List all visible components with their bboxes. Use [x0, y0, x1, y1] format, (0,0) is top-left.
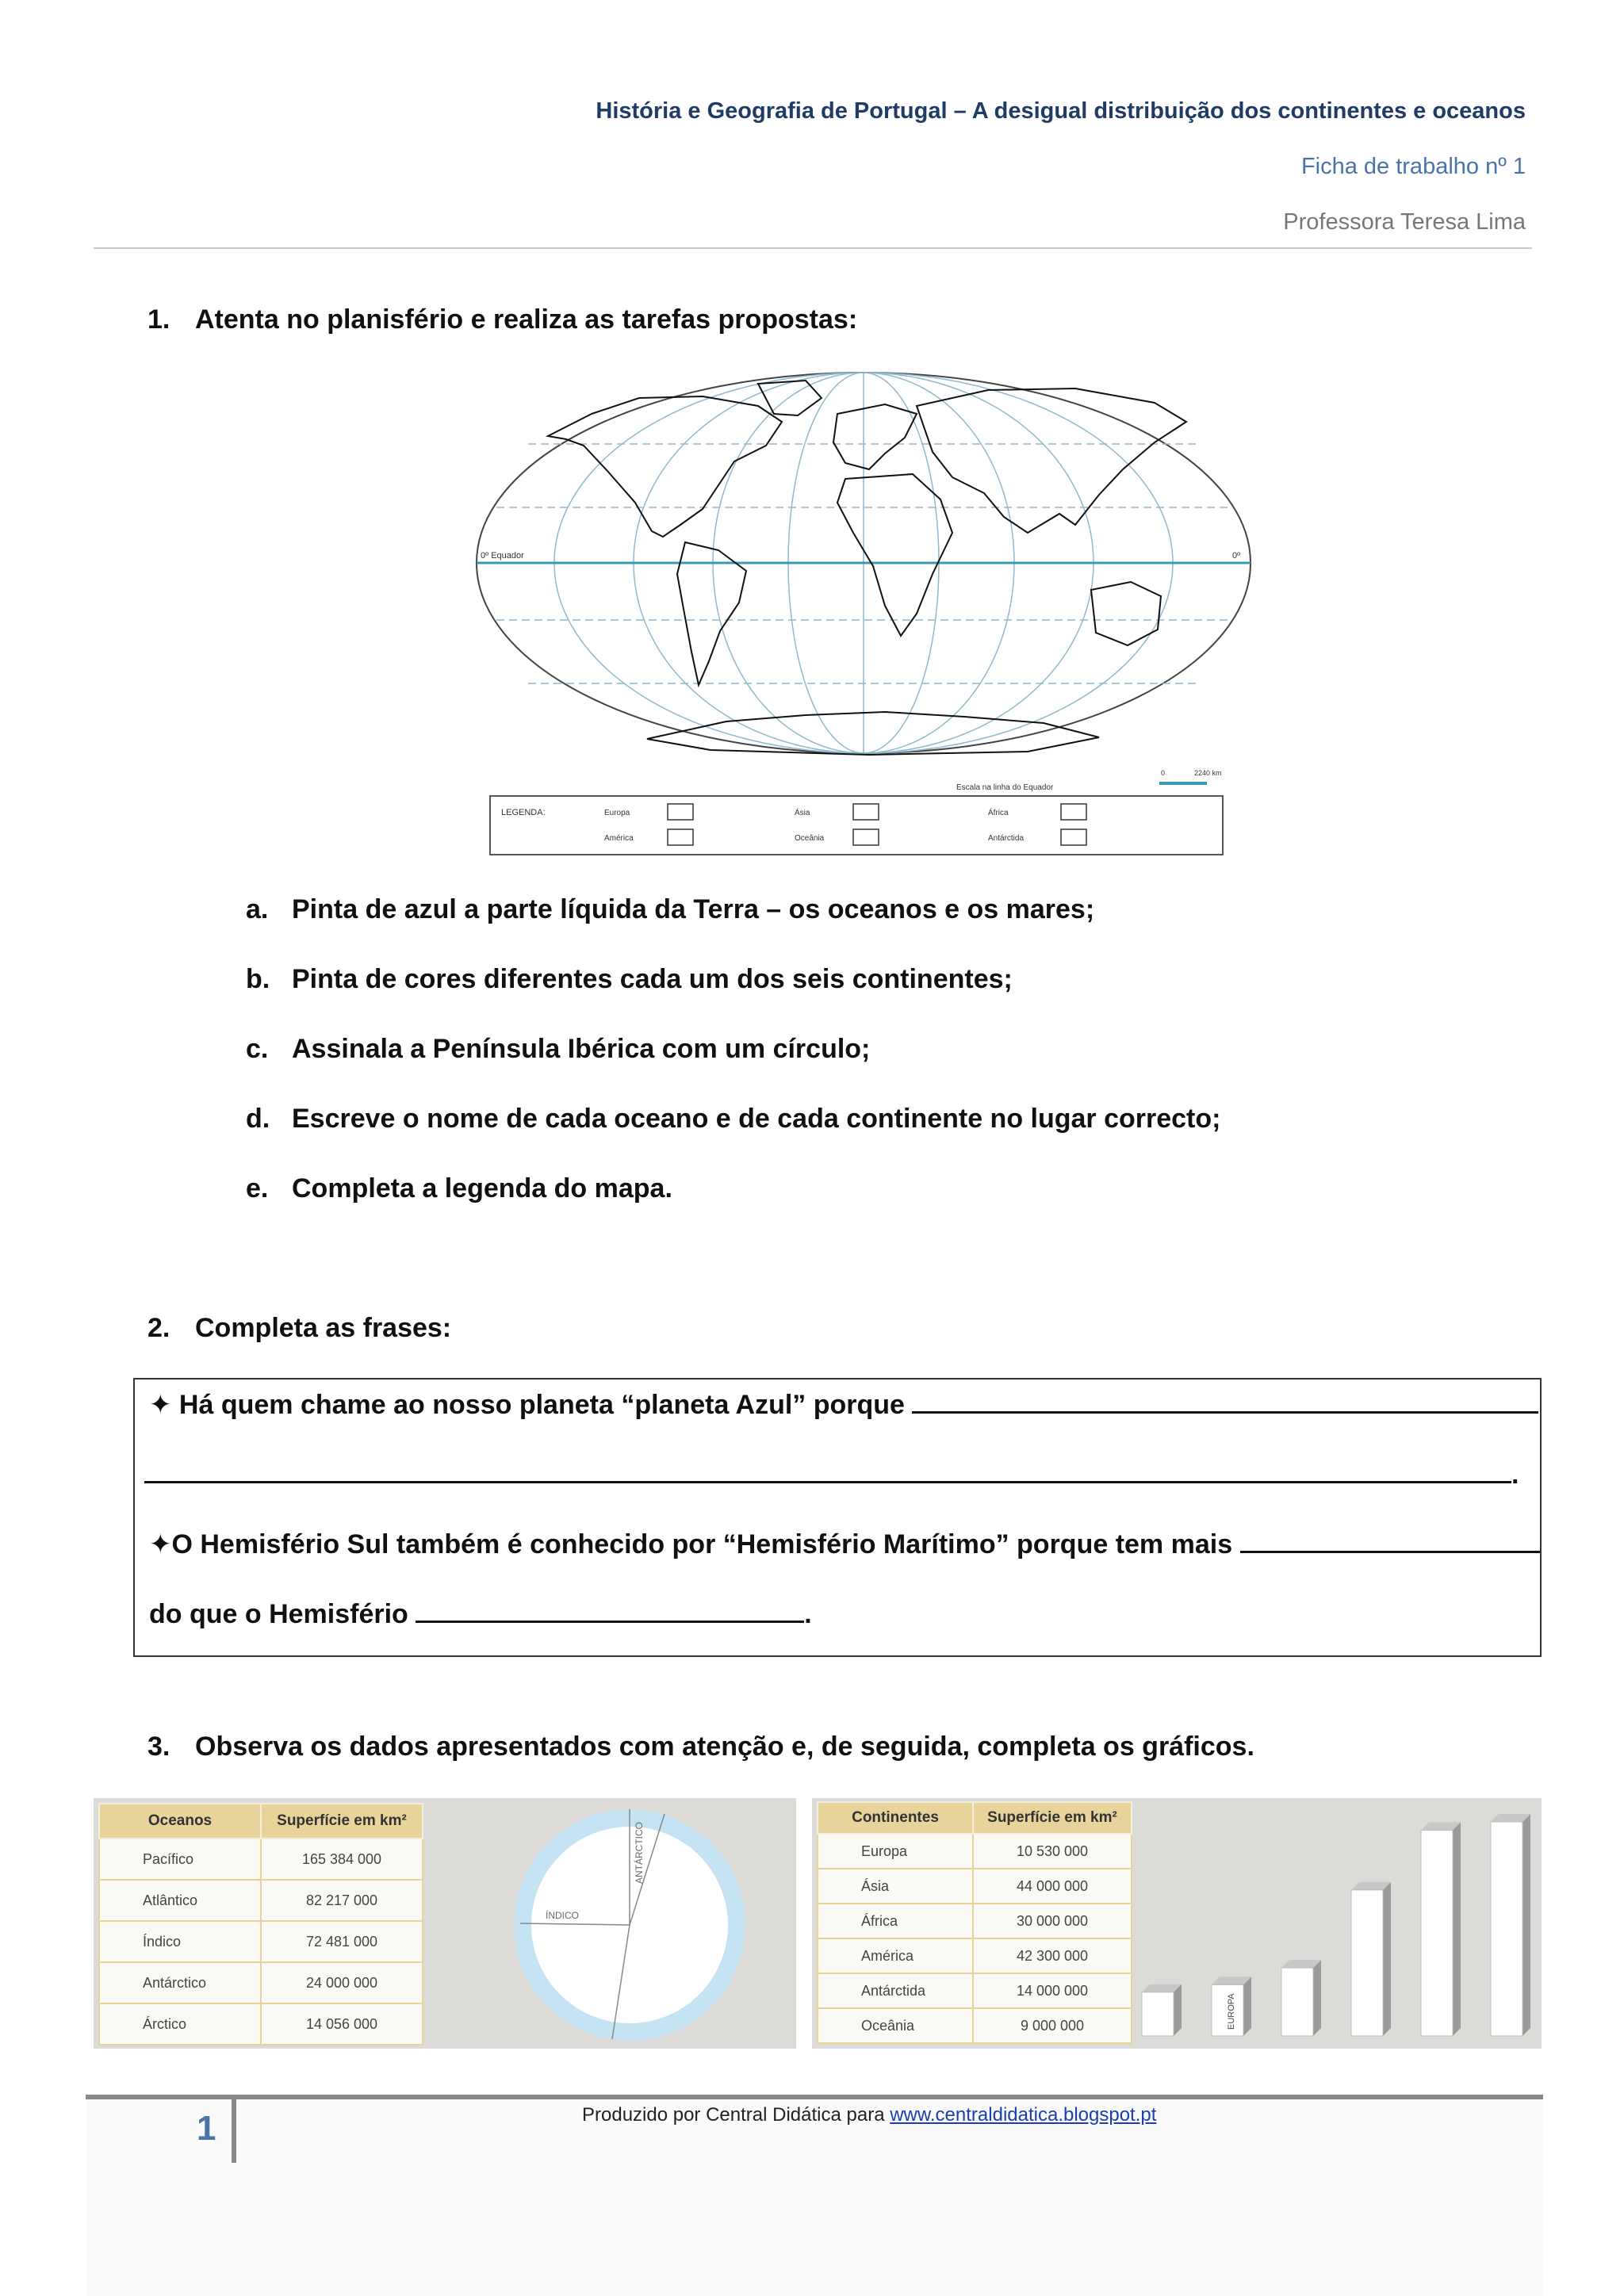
oceans-header-name: Oceanos	[99, 1804, 261, 1839]
task-d-letter: d.	[246, 1104, 270, 1134]
legend-america: América	[604, 834, 634, 843]
question-2-number: 2.	[147, 1313, 170, 1343]
continent-name: Oceânia	[818, 2008, 973, 2043]
question-3	[147, 1732, 1254, 1762]
question-3-number: 3.	[147, 1732, 170, 1762]
bar-side	[1383, 1882, 1391, 2036]
legend-asia: Ásia	[795, 809, 810, 817]
continent-area: 10 530 000	[973, 1834, 1132, 1869]
legend-oceania: Oceânia	[795, 834, 825, 843]
table-row	[818, 1973, 1132, 2008]
continent-bar	[1142, 1992, 1174, 2036]
task-d-text: Escreve o nome de cada oceano e de cada continente no lugar correcto;	[292, 1104, 1221, 1134]
task-b-letter: b.	[246, 964, 270, 994]
continent-bar	[1421, 1830, 1453, 2036]
continents-bar-chart	[1134, 1798, 1542, 2049]
sentence-2-blank-2[interactable]	[416, 1597, 804, 1623]
continent-area: 42 300 000	[973, 1938, 1132, 1973]
continent-name: África	[818, 1904, 973, 1938]
footer-text: Produzido por Central Didática para	[582, 2104, 891, 2126]
footer-background	[86, 2099, 1543, 2296]
task-c-letter: c.	[246, 1034, 269, 1064]
table-row	[818, 1869, 1132, 1904]
table-row	[818, 1904, 1132, 1938]
document-title: História e Geografia de Portugal – A desigual distribuição dos continentes e oceanos	[596, 98, 1526, 124]
ocean-area: 24 000 000	[261, 1962, 423, 2003]
oceans-panel	[94, 1798, 796, 2049]
footer-divider	[86, 2095, 1543, 2099]
ocean-name: Pacífico	[99, 1839, 261, 1880]
ocean-area: 72 481 000	[261, 1921, 423, 1962]
ocean-name: Antárctico	[99, 1962, 261, 2003]
header-divider	[94, 247, 1532, 249]
continent-bar	[1491, 1822, 1522, 2036]
scale-zero: 0	[1161, 769, 1166, 777]
equator-label-right: 0º	[1232, 551, 1241, 561]
continent-name: Ásia	[818, 1869, 973, 1904]
continents-header-area: Superfície em km²	[973, 1802, 1132, 1834]
legend-box-oceania[interactable]	[853, 829, 879, 845]
worksheet-number: Ficha de trabalho nº 1	[1300, 154, 1526, 179]
ocean-area: 165 384 000	[261, 1839, 423, 1880]
continent-area: 44 000 000	[973, 1869, 1132, 1904]
sentence-1-continuation	[144, 1457, 1519, 1490]
continent-bar	[1351, 1890, 1383, 2036]
bar-label-europa: EUROPA	[1227, 1993, 1236, 2030]
question-3-text: Observa os dados apresentados com atenção e, de seguida, completa os gráficos.	[195, 1732, 1254, 1762]
sentence-1	[149, 1387, 1538, 1421]
teacher-name: Professora Teresa Lima	[1283, 209, 1526, 235]
sentence-1-blank-2[interactable]	[144, 1457, 1511, 1483]
continent-bar	[1281, 1968, 1313, 2036]
question-1	[147, 304, 857, 335]
table-row	[99, 2003, 423, 2045]
ocean-name: Índico	[99, 1921, 261, 1962]
sentence-1-blank[interactable]	[912, 1387, 1538, 1414]
continent-name: Antárctida	[818, 1973, 973, 2008]
continents-header-name: Continentes	[818, 1802, 973, 1834]
legend-title: LEGENDA:	[501, 808, 546, 817]
ocean-area: 82 217 000	[261, 1880, 423, 1921]
sentence-2-end: .	[804, 1599, 812, 1629]
task-b-text: Pinta de cores diferentes cada um dos seis continentes;	[292, 964, 1013, 994]
continent-name: América	[818, 1938, 973, 1973]
continent-area: 30 000 000	[973, 1904, 1132, 1938]
task-c-text: Assinala a Península Ibérica com um círculo;	[292, 1034, 871, 1064]
footer-link[interactable]: www.centraldidatica.blogspot.pt	[890, 2104, 1157, 2126]
scale-value: 2240 km	[1194, 769, 1222, 777]
scale-label: Escala na linha do Equador	[956, 783, 1054, 792]
bar-side	[1522, 1814, 1530, 2036]
bar-side	[1313, 1960, 1321, 2036]
legend-box-antarctica[interactable]	[1061, 829, 1086, 845]
task-e	[246, 1173, 672, 1204]
legend-box-america[interactable]	[668, 829, 693, 845]
ocean-name: Árctico	[99, 2003, 261, 2045]
question-1-text: Atenta no planisfério e realiza as tarefas propostas:	[195, 304, 858, 335]
pie-label-antarctico: ANTÁRCTICO	[634, 1822, 645, 1884]
legend-antarctica: Antárctida	[988, 834, 1025, 843]
bar-side	[1174, 1984, 1182, 2036]
sentence-2-text: ✦O Hemisfério Sul também é conhecido por “Hemisfério Marítimo” porque tem mais	[149, 1529, 1233, 1559]
bar-side	[1243, 1976, 1251, 2036]
task-a-letter: a.	[246, 894, 269, 924]
task-b	[246, 964, 1013, 995]
task-e-text: Completa a legenda do mapa.	[292, 1173, 672, 1203]
question-2	[147, 1313, 451, 1344]
scale-bar	[1159, 782, 1207, 785]
continent-area: 14 000 000	[973, 1973, 1132, 2008]
sentences-box	[133, 1378, 1542, 1657]
bar-side	[1453, 1822, 1461, 2036]
task-a-text: Pinta de azul a parte líquida da Terra – os oceanos e os mares;	[292, 894, 1095, 924]
sentence-2	[149, 1527, 1540, 1560]
table-row	[99, 1880, 423, 1921]
continent-area: 9 000 000	[973, 2008, 1132, 2043]
continent-name: Europa	[818, 1834, 973, 1869]
task-a	[246, 894, 1094, 925]
footer-separator	[232, 2099, 236, 2163]
oceans-table	[98, 1803, 423, 2045]
pie-label-indico: ÍNDICO	[546, 1910, 579, 1921]
oceans-pie-chart	[435, 1798, 796, 2049]
oceans-header-area: Superfície em km²	[261, 1804, 423, 1839]
legend-box-europe[interactable]	[668, 804, 693, 820]
task-e-letter: e.	[246, 1173, 269, 1203]
footer-credit	[582, 2104, 1156, 2126]
legend-europe: Europa	[604, 809, 630, 817]
table-row	[99, 1962, 423, 2003]
world-map	[473, 366, 1254, 858]
page-number: 1	[197, 2109, 216, 2148]
sentence-2-blank[interactable]	[1240, 1527, 1540, 1553]
task-d	[246, 1104, 1220, 1135]
sentence-1-end: .	[1511, 1460, 1519, 1490]
legend-box-africa[interactable]	[1061, 804, 1086, 820]
equator-label: 0º Equador	[481, 551, 524, 561]
sentence-1-text: ✦ Há quem chame ao nosso planeta “planeta Azul” porque	[149, 1390, 905, 1420]
task-c	[246, 1034, 870, 1065]
ocean-name: Atlântico	[99, 1880, 261, 1921]
continents-panel	[812, 1798, 1542, 2049]
question-2-text: Completa as frases:	[195, 1313, 452, 1343]
table-row	[818, 1834, 1132, 1869]
sentence-2-cont-text: do que o Hemisfério	[149, 1599, 408, 1629]
continents-table	[817, 1801, 1132, 2044]
ocean-area: 14 056 000	[261, 2003, 423, 2045]
legend-box-asia[interactable]	[853, 804, 879, 820]
legend-africa: África	[988, 809, 1009, 817]
table-row	[818, 2008, 1132, 2043]
question-1-number: 1.	[147, 304, 170, 335]
sentence-2-continuation	[149, 1597, 812, 1630]
table-row	[99, 1921, 423, 1962]
table-row	[818, 1938, 1132, 1973]
table-row	[99, 1839, 423, 1880]
